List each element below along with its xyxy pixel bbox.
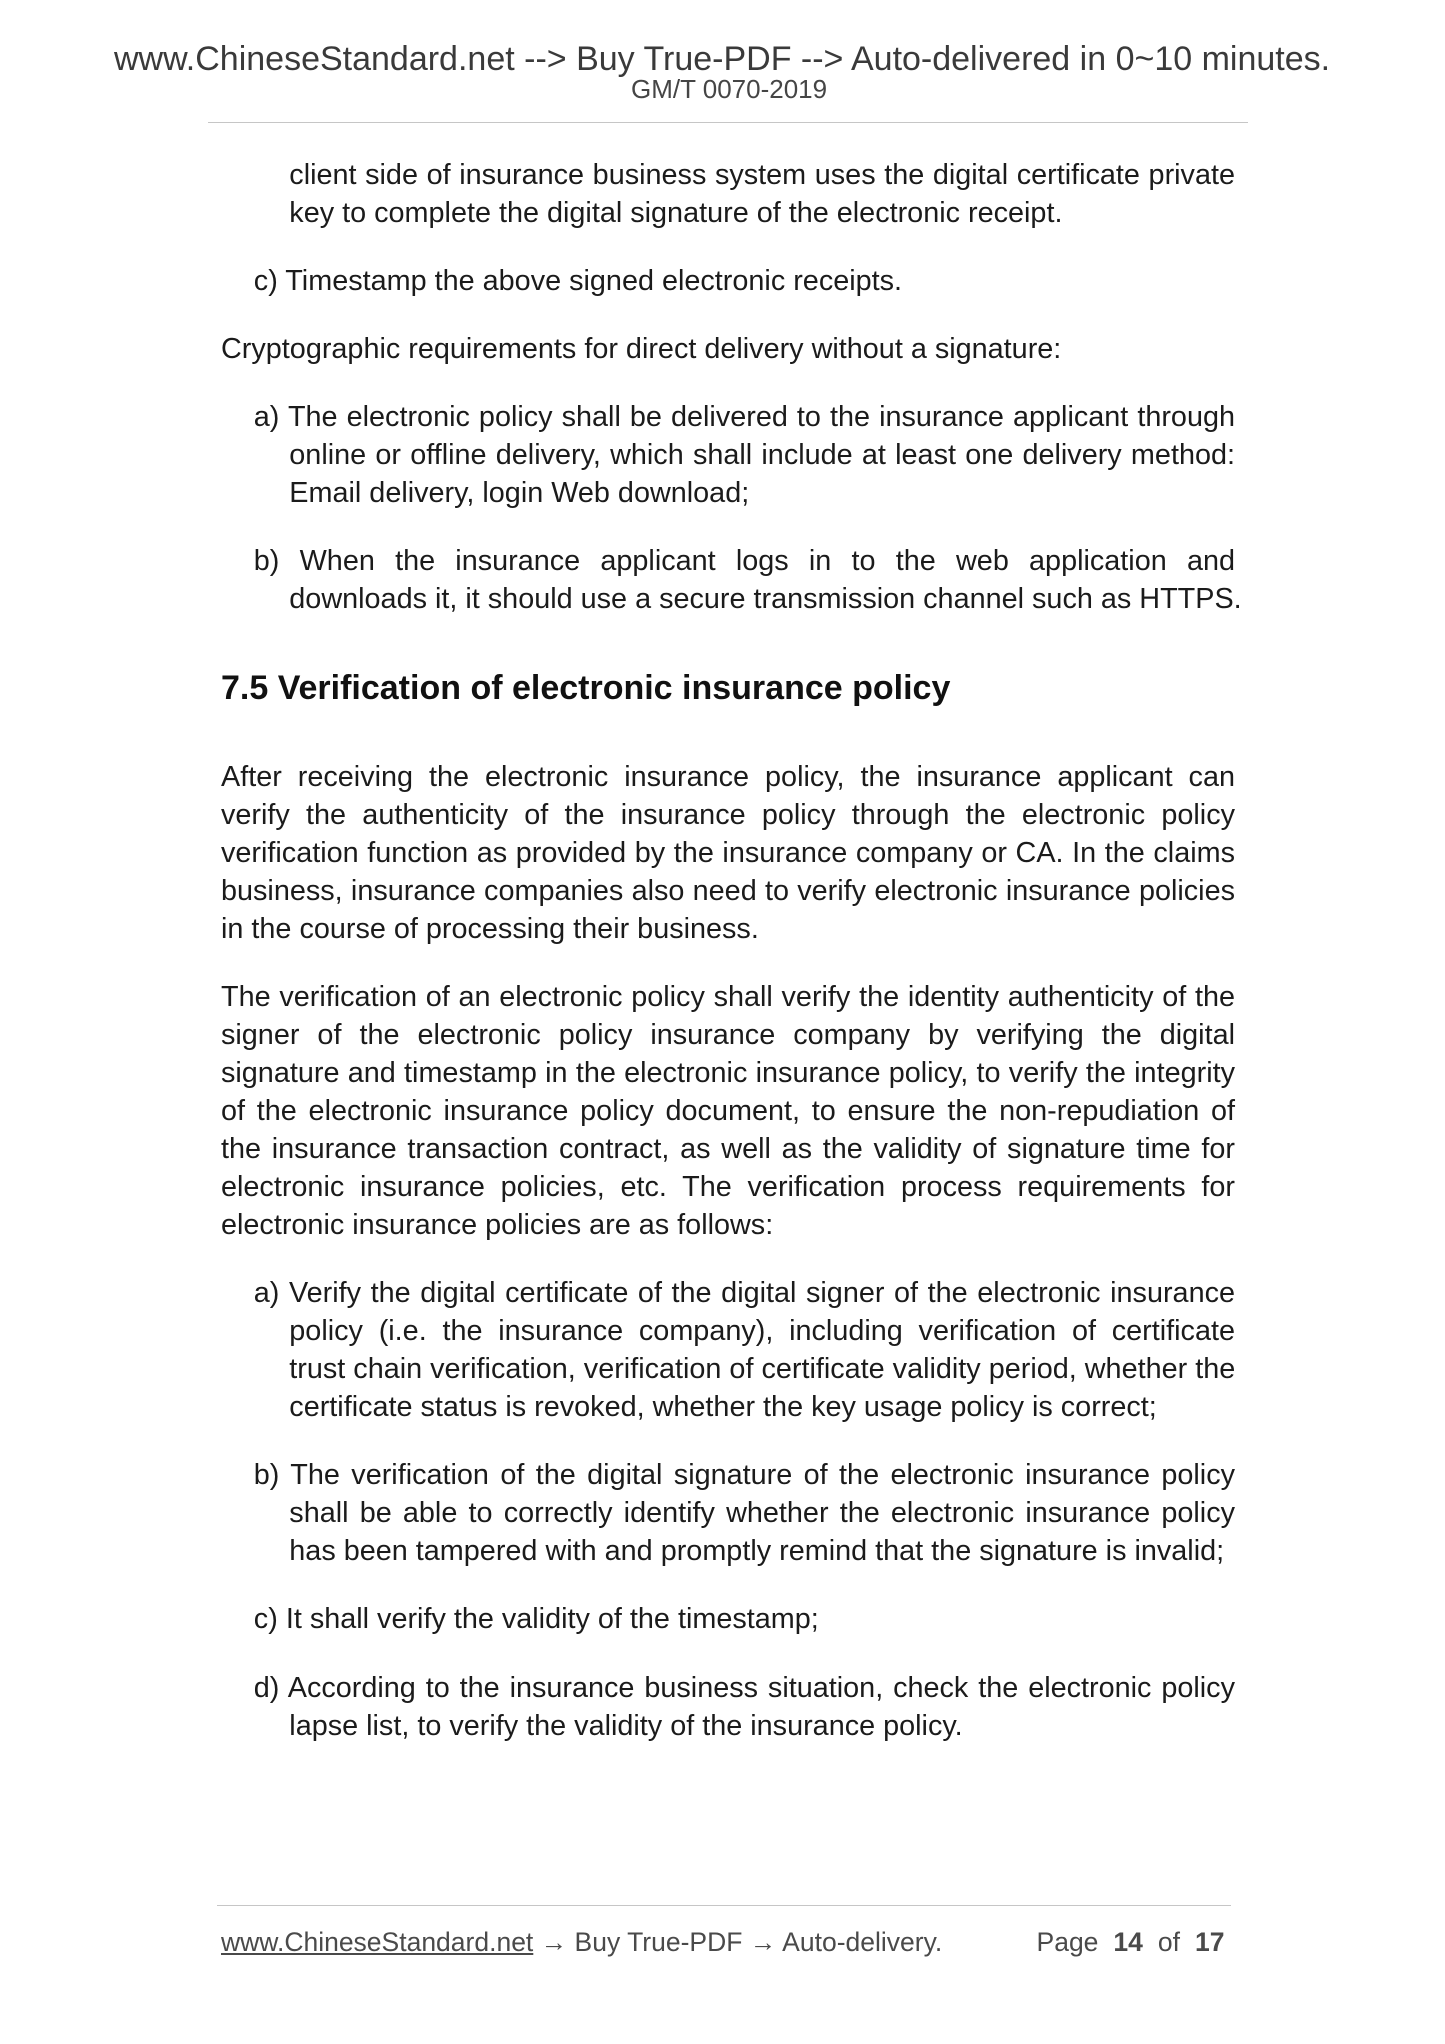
list-text: The electronic policy shall be delivered to the insurance applicant through — [287, 400, 1235, 433]
text-line: business, insurance companies also need to verify electronic insurance policies — [221, 875, 1235, 908]
header-banner: www.ChineseStandard.net --> Buy True-PDF --> Auto-delivered in 0~10 minutes. — [114, 40, 1331, 78]
text-line: electronic insurance policies are as follows: — [221, 1209, 774, 1242]
list-text: It shall verify the validity of the timestamp; — [285, 1603, 819, 1636]
page-indicator — [1037, 1926, 1225, 1958]
document-code: GM/T 0070-2019 — [631, 74, 828, 104]
footer-divider — [217, 1905, 1231, 1906]
text-line — [254, 1600, 1235, 1638]
text-line: verify the authenticity of the insurance policy through the electronic policy — [221, 799, 1235, 832]
list-item-continued — [221, 156, 1235, 232]
text-line: the insurance transaction contract, as well as the validity of signature time for — [221, 1133, 1235, 1166]
list-label: c) — [253, 1603, 278, 1636]
text-line — [254, 262, 1235, 300]
text-line: After receiving the electronic insurance policy, the insurance applicant can — [221, 761, 1235, 794]
text-line: signer of the electronic policy insurance company by verifying the digital — [221, 1019, 1235, 1052]
text-line: lapse list, to verify the validity of the insurance policy. — [289, 1709, 963, 1742]
text-line — [254, 1669, 1235, 1707]
list-item-secure-download — [221, 542, 1242, 618]
text-line — [254, 398, 1235, 436]
text-line: downloads it, it should use a secure transmission channel such as HTTPS. — [289, 583, 1242, 616]
footer-left — [221, 1926, 942, 1958]
text-line: in the course of processing their business. — [221, 913, 759, 946]
text-line: of the electronic insurance policy document, to ensure the non-repudiation of — [221, 1095, 1235, 1128]
list-item-verify-signature — [221, 1456, 1235, 1570]
list-text: According to the insurance business situation, check the electronic policy — [287, 1671, 1235, 1704]
list-text: When the insurance applicant logs in to the web application and — [299, 545, 1235, 578]
footer-tagline: → Buy True-PDF → Auto-delivery. — [540, 1926, 943, 1957]
text-line: has been tampered with and promptly remind that the signature is invalid; — [289, 1535, 1225, 1568]
text-line — [254, 1456, 1235, 1494]
list-text: Timestamp the above signed electronic receipts. — [285, 264, 903, 297]
list-label: b) — [253, 545, 280, 578]
text-line: verification function as provided by the insurance company or CA. In the claims — [221, 837, 1235, 870]
list-label: c) — [253, 264, 278, 297]
header-divider — [208, 122, 1248, 123]
text-line — [254, 1274, 1235, 1312]
text-line: policy (i.e. the insurance company), including verification of certificate — [289, 1315, 1235, 1348]
paragraph-after-receiving — [221, 758, 1235, 948]
text-line: Email delivery, login Web download; — [289, 476, 750, 509]
text-line: shall be able to correctly identify whether the electronic insurance policy — [289, 1497, 1235, 1530]
text-line: key to complete the digital signature of the electronic receipt. — [289, 196, 1063, 229]
list-item-timestamp — [221, 262, 1235, 300]
total-pages: 17 — [1195, 1926, 1225, 1957]
page-number: 14 — [1113, 1926, 1143, 1957]
text-line: The verification of an electronic policy shall verify the identity authenticity of the — [221, 981, 1235, 1014]
section-heading: 7.5 Verification of electronic insurance policy — [221, 669, 951, 708]
text-line: certificate status is revoked, whether the key usage policy is correct; — [289, 1391, 1157, 1424]
list-item-lapse-list — [221, 1669, 1235, 1745]
list-item-online-delivery — [221, 398, 1235, 512]
list-text: The verification of the digital signature of the electronic insurance policy — [290, 1459, 1235, 1492]
text-line: electronic insurance policies, etc. The verification process requirements for — [221, 1171, 1235, 1204]
text-line — [254, 542, 1235, 580]
list-item-verify-certificate — [221, 1274, 1235, 1426]
list-text: Verify the digital certificate of the digital signer of the electronic insurance — [289, 1277, 1235, 1310]
list-label: a) — [253, 400, 280, 433]
page-of-label: of — [1157, 1926, 1181, 1957]
paragraph-verification-requirements — [221, 978, 1235, 1244]
footer-site-link[interactable]: www.ChineseStandard.net — [221, 1926, 534, 1957]
text-line: online or offline delivery, which shall include at least one delivery method: — [289, 438, 1235, 471]
list-item-verify-timestamp — [221, 1600, 1235, 1638]
direct-delivery-intro — [221, 330, 1235, 368]
list-label: a) — [253, 1277, 280, 1310]
page-footer — [221, 1926, 1225, 1958]
text-line: Cryptographic requirements for direct delivery without a signature: — [221, 332, 1062, 365]
list-label: b) — [253, 1459, 280, 1492]
page-label: Page — [1036, 1926, 1099, 1957]
page-body — [221, 156, 1242, 1775]
list-label: d) — [253, 1671, 280, 1704]
text-line: client side of insurance business system uses the digital certificate private — [289, 158, 1235, 191]
text-line: signature and timestamp in the electronic insurance policy, to verify the integrity — [221, 1057, 1235, 1090]
text-line: trust chain verification, verification of certificate validity period, whether the — [289, 1353, 1236, 1386]
